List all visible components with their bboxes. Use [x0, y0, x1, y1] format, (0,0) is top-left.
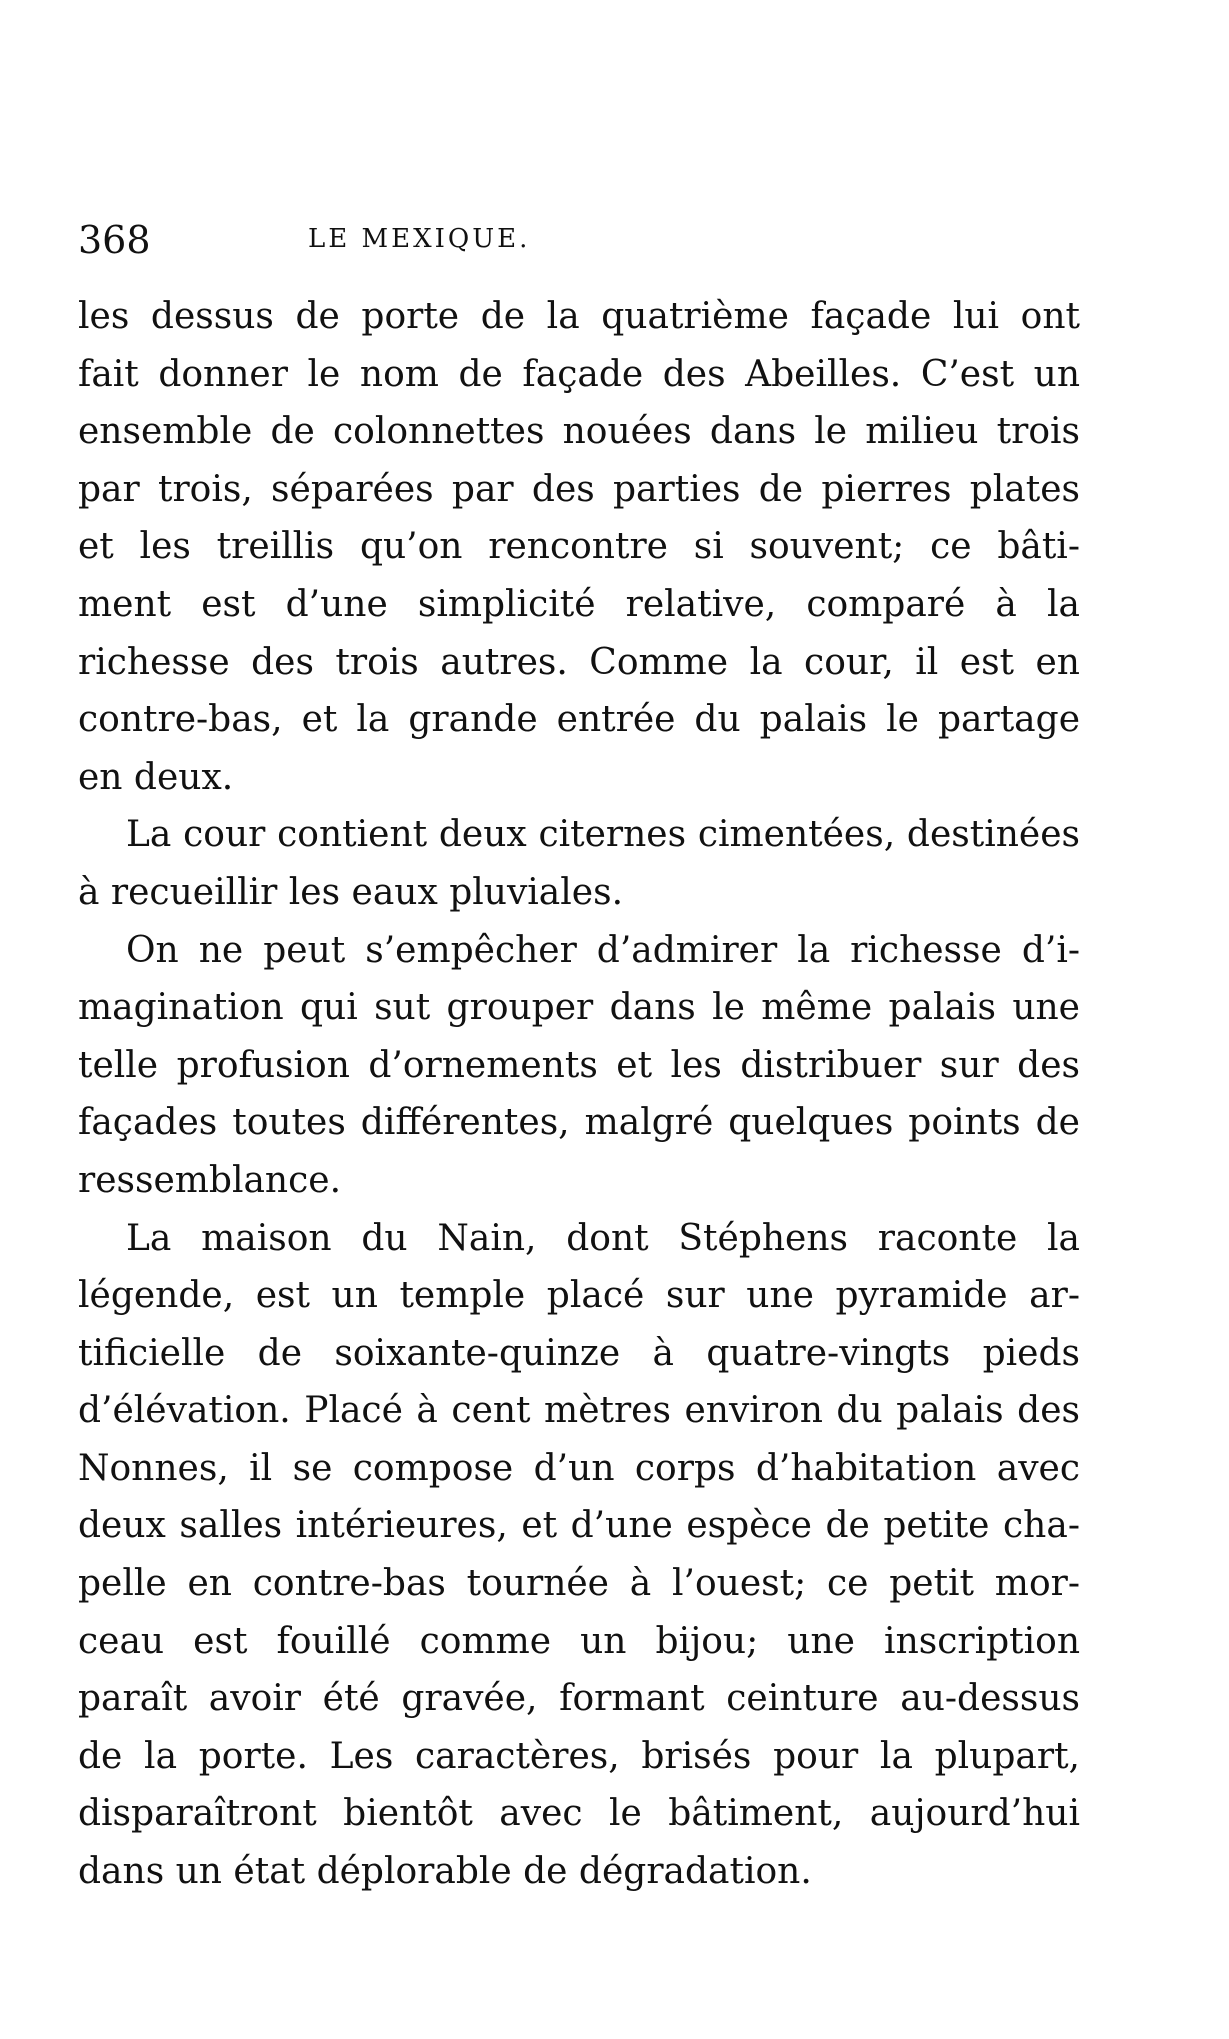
text-line: telle profusion d’ornements et les distribuer sur des: [78, 1044, 1080, 1086]
text-line: ensemble de colonnettes nouées dans le milieu trois: [78, 411, 1080, 453]
text-line: deux salles intérieures, et d’une espèce de petite cha-: [78, 1505, 1080, 1547]
text-line: de la porte. Les caractères, brisés pour la plupart,: [78, 1735, 1080, 1777]
running-title: LE MEXIQUE.: [308, 224, 531, 254]
text-line: pelle en contre-bas tournée à l’ouest; ce petit mor-: [78, 1563, 1080, 1605]
text-line: paraît avoir été gravée, formant ceinture au-dessus: [78, 1678, 1080, 1720]
text-line: par trois, séparées par des parties de pierres plates: [78, 468, 1080, 510]
body-text: [78, 288, 1080, 1901]
text-line: tificielle de soixante-quinze à quatre-vingts pieds: [78, 1332, 1080, 1374]
text-line: disparaîtront bientôt avec le bâtiment, aujourd’hui: [78, 1793, 1080, 1835]
text-line: contre-bas, et la grande entrée du palais le partage: [78, 699, 1080, 741]
text-line: La maison du Nain, dont Stéphens raconte la: [126, 1217, 1080, 1259]
text-line: Nonnes, il se compose d’un corps d’habitation avec: [78, 1447, 1080, 1489]
text-line: et les treillis qu’on rencontre si souvent; ce bâti-: [78, 526, 1080, 568]
page-number: 368: [78, 218, 151, 262]
text-line: dans un état déplorable de dégradation.: [78, 1851, 812, 1893]
text-line: en deux.: [78, 756, 234, 798]
text-line: ment est d’une simplicité relative, comparé à la: [78, 583, 1080, 625]
text-line: légende, est un temple placé sur une pyramide ar-: [78, 1275, 1080, 1317]
text-line: richesse des trois autres. Comme la cour, il est en: [78, 641, 1080, 683]
text-line: On ne peut s’empêcher d’admirer la richesse d’i-: [126, 929, 1080, 971]
page-header: [78, 218, 1078, 268]
text-line: à recueillir les eaux pluviales.: [78, 871, 624, 913]
text-line: magination qui sut grouper dans le même palais une: [78, 987, 1080, 1029]
text-line: façades toutes différentes, malgré quelques points de: [78, 1102, 1080, 1144]
text-line: fait donner le nom de façade des Abeilles. C’est un: [78, 353, 1080, 395]
text-line: ressemblance.: [78, 1159, 342, 1201]
text-line: d’élévation. Placé à cent mètres environ du palais des: [78, 1390, 1080, 1432]
text-line: ceau est fouillé comme un bijou; une inscription: [78, 1620, 1080, 1662]
text-line: La cour contient deux citernes cimentées, destinées: [126, 814, 1080, 856]
text-line: les dessus de porte de la quatrième façade lui ont: [78, 296, 1080, 337]
